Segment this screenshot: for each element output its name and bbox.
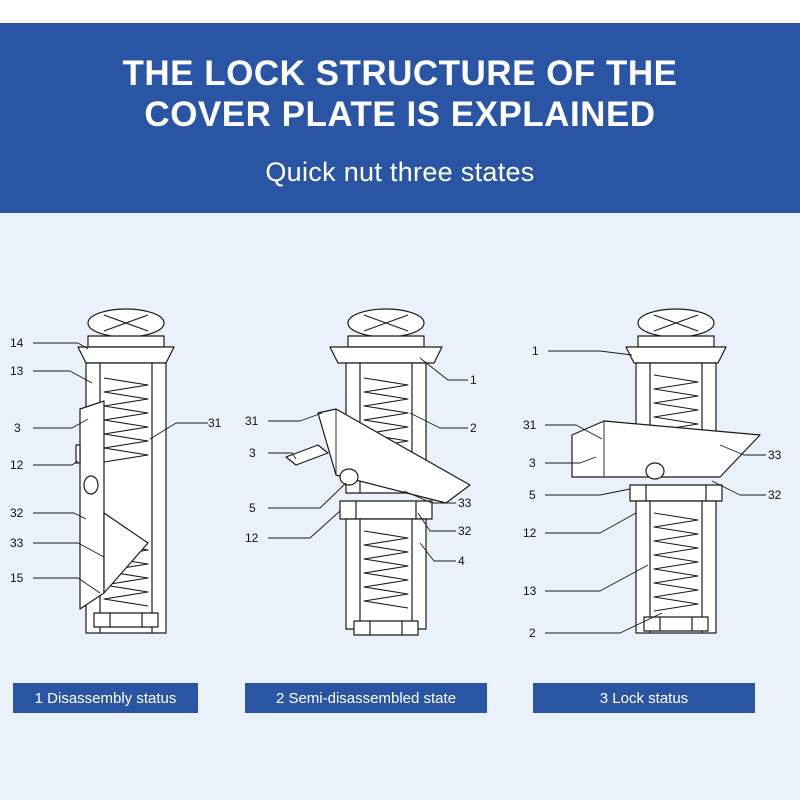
callout-13: 13 <box>10 364 24 378</box>
callout-32: 32 <box>10 506 24 520</box>
callout-p3-32: 32 <box>768 488 782 502</box>
callout-p2-12: 12 <box>245 531 259 545</box>
callout-p2-33: 33 <box>458 496 472 510</box>
callout-14: 14 <box>10 336 24 350</box>
callout-12: 12 <box>10 458 24 472</box>
callout-p2-4: 4 <box>458 554 465 568</box>
callout-p3-3: 3 <box>529 456 536 470</box>
caption-semi-disassembled-state: 2 Semi-disassembled state <box>245 683 487 713</box>
callout-p2-2: 2 <box>470 421 477 435</box>
callout-15: 15 <box>10 571 24 585</box>
panel-1-drawing <box>76 309 174 633</box>
callout-p3-1: 1 <box>532 344 539 358</box>
panel-3-drawing <box>572 309 760 633</box>
callout-33: 33 <box>10 536 24 550</box>
callout-p3-13: 13 <box>523 584 537 598</box>
callout-3: 3 <box>14 421 21 435</box>
callout-p2-5: 5 <box>249 501 256 515</box>
callout-p3-12: 12 <box>523 526 537 540</box>
caption-lock-status: 3 Lock status <box>533 683 755 713</box>
callout-p3-2: 2 <box>529 626 536 640</box>
callout-p3-33: 33 <box>768 448 782 462</box>
callout-p3-5: 5 <box>529 488 536 502</box>
callout-31: 31 <box>208 416 222 430</box>
callout-p2-31: 31 <box>245 414 259 428</box>
caption-disassembly-status: 1 Disassembly status <box>13 683 198 713</box>
callout-p2-1: 1 <box>470 373 477 387</box>
callout-p2-3: 3 <box>249 446 256 460</box>
page-subtitle: Quick nut three states <box>265 157 535 188</box>
page-title: THE LOCK STRUCTURE OF THE COVER PLATE IS EXPLAINED <box>122 53 678 134</box>
header-banner <box>0 23 800 213</box>
callout-p2-32: 32 <box>458 524 472 538</box>
panel-2-drawing <box>286 309 470 635</box>
callout-p3-31: 31 <box>523 418 537 432</box>
